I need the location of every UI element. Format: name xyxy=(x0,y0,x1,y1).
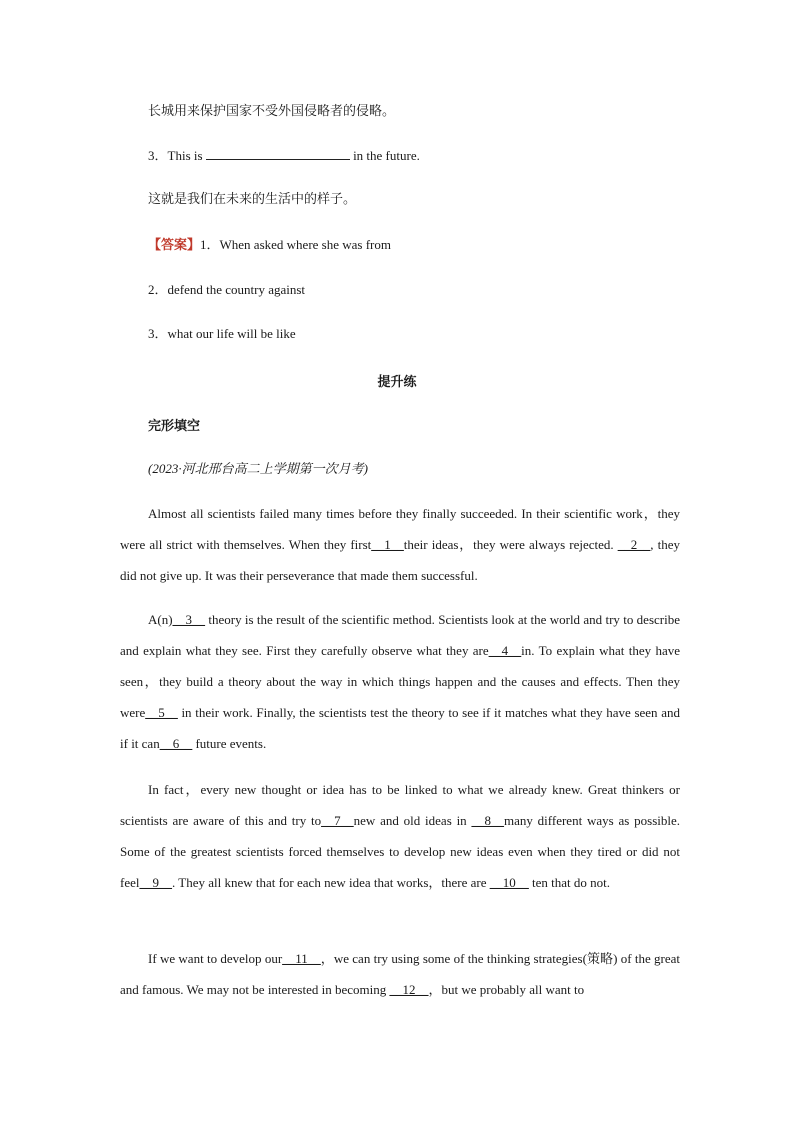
paragraph-text: in their work. Finally, the scientists test the theory to see if it matches what they have seen and if it can xyxy=(120,705,680,751)
paragraph-text: future events. xyxy=(192,736,267,751)
paragraph-4 xyxy=(120,943,680,1005)
cloze-blank-9[interactable]: __9__ xyxy=(139,875,172,890)
paragraph-text: theory is the result of the scientific method. Scientists look at the world and try to describe and explain what they see. First they carefully observe what they are xyxy=(120,612,680,658)
subheading: 完形填空 xyxy=(148,419,201,434)
paragraph-3 xyxy=(120,774,680,898)
translation-line-2: 长城用来保护国家不受外国侵略者的侵略。 xyxy=(148,104,396,119)
source-citation: (2023·河北邢台高二上学期第一次月考) xyxy=(148,461,368,476)
paragraph-text: In fact，every new thought or idea has to be linked to what we already knew. Great thinkers or scientists are aware of this and try to xyxy=(120,782,680,828)
section-title: 提升练 xyxy=(377,375,417,390)
paragraph-text: new and old ideas in xyxy=(353,813,472,828)
question-number: 3． xyxy=(148,148,168,163)
paragraph-1 xyxy=(120,498,680,591)
cloze-blank-11[interactable]: __11__ xyxy=(282,951,321,966)
cloze-blank-7[interactable]: __7__ xyxy=(321,813,354,828)
answer-tag: 【答案】 xyxy=(148,238,201,253)
cloze-blank-5[interactable]: __5__ xyxy=(145,705,178,720)
question-3 xyxy=(148,147,420,165)
answer-line-3: 3．what our life will be like xyxy=(148,326,296,341)
paragraph-text: , they did not give up. It was their perseverance that made them successful. xyxy=(120,537,680,583)
answer-line-2: 2．defend the country against xyxy=(148,282,306,297)
cloze-blank-6[interactable]: __6__ xyxy=(159,736,193,751)
question-text-before: This is xyxy=(167,148,203,163)
translation-line-3: 这就是我们在未来的生活中的样子。 xyxy=(148,192,357,207)
question-text-after: in the future. xyxy=(353,148,420,163)
paragraph-text: ，we can try using some of the thinking strategies(策略) of the great and famous. We may not be interested in becoming xyxy=(120,951,680,997)
cloze-blank-12[interactable]: __12__ xyxy=(389,982,429,997)
paragraph-text: Almost all scientists failed many times before they finally succeeded. In their scientific work，they were all strict with themselves. When they first xyxy=(120,506,680,552)
cloze-blank-1[interactable]: __1__ xyxy=(371,537,404,552)
paragraph-text: their ideas，they were always rejected. xyxy=(403,537,618,552)
paragraph-text: ，but we probably all want to xyxy=(428,982,585,997)
paragraph-text: . They all knew that for each new idea that works，there are xyxy=(171,875,490,890)
answer-1: 1．When asked where she was from xyxy=(200,237,391,252)
paragraph-text: A(n) xyxy=(148,612,173,627)
cloze-blank-8[interactable]: __8__ xyxy=(471,813,504,828)
paragraph-2 xyxy=(120,604,680,759)
paragraph-text: many different ways as possible. Some of the greatest scientists forced themselves to develop new ideas even when they tired or did not feel xyxy=(120,813,680,890)
cloze-blank-3[interactable]: __3__ xyxy=(172,612,206,627)
paragraph-text: in. To explain what they have seen，they build a theory about the way in which things happen and the causes and effects. Then they were xyxy=(120,643,680,720)
cloze-blank-4[interactable]: __4__ xyxy=(488,643,522,658)
answer-blank[interactable] xyxy=(206,147,350,160)
cloze-blank-10[interactable]: __10__ xyxy=(489,875,529,890)
answer-line-1 xyxy=(148,236,391,255)
paragraph-text: If we want to develop our xyxy=(148,951,283,966)
cloze-blank-2[interactable]: __2__ xyxy=(617,537,651,552)
paragraph-text: ten that do not. xyxy=(528,875,611,890)
